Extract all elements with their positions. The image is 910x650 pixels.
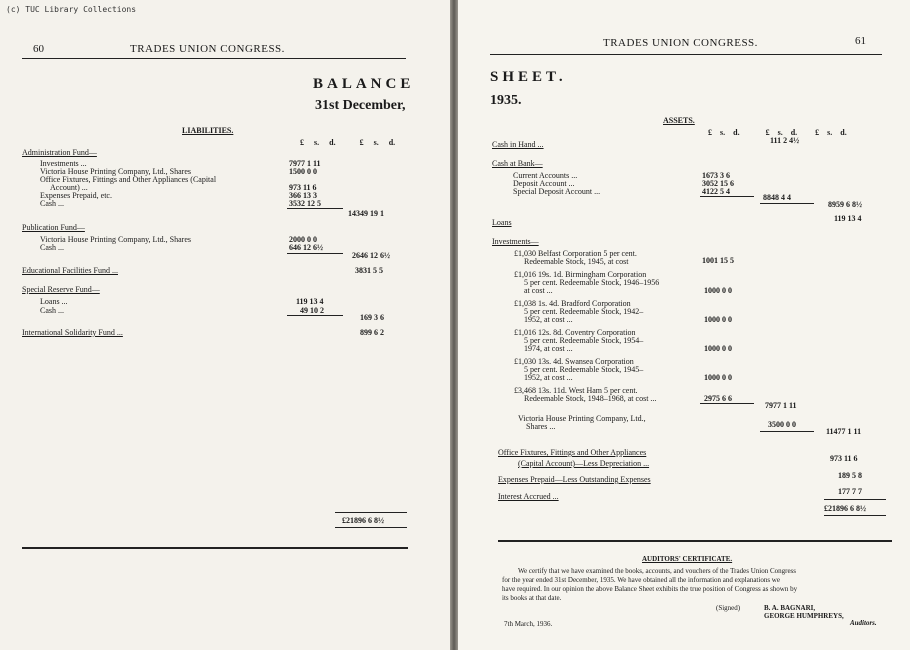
auditors-body: its books at that date.: [502, 594, 562, 602]
bank-subtotal: 8848 4 4: [763, 193, 791, 202]
admin-fund-label: Administration Fund—: [22, 148, 97, 157]
expenses-prepaid-total: 189 5 8: [838, 471, 862, 480]
admin-value: 366 13 3: [289, 191, 317, 200]
special-total: 169 3 6: [360, 313, 384, 322]
year-heading: 1935.: [490, 93, 522, 108]
bank-value: 4122 5 4: [702, 187, 730, 196]
admin-line: Investments ...: [40, 159, 87, 168]
interest-accrued-total: 177 7 7: [838, 487, 862, 496]
auditor-name: GEORGE HUMPHREYS,: [764, 612, 844, 620]
investment-line: 5 per cent. Redeemable Stock, 1946–1956: [524, 278, 660, 287]
investment-value: 1000 0 0: [704, 344, 732, 353]
investment-line: at cost ...: [524, 286, 553, 295]
special-line: Loans ...: [40, 297, 68, 306]
investment-line: £1,030 Belfast Corporation 5 per cent.: [514, 249, 637, 258]
admin-line: Victoria House Printing Company, Ltd., Shares: [40, 167, 191, 176]
intl-solidarity-label: International Solidarity Fund ...: [22, 328, 123, 337]
bank-line: Deposit Account ...: [513, 179, 575, 188]
investment-line: Redeemable Stock, 1948–1968, at cost ...: [524, 394, 657, 403]
admin-value: 973 11 6: [289, 183, 317, 192]
publication-value: 646 12 6½: [289, 243, 323, 252]
office-fixtures-total: 973 11 6: [830, 454, 858, 463]
investment-line: 1952, at cost ...: [524, 373, 573, 382]
right-page: [458, 0, 910, 650]
investment-value: 1000 0 0: [704, 373, 732, 382]
assets-heading: ASSETS.: [663, 116, 695, 125]
intl-solidarity-total: 899 6 2: [360, 328, 384, 337]
col-headers-left: £ s. d. £ s. d.: [300, 138, 396, 147]
left-page: [0, 0, 450, 650]
investment-line: £1,016 12s. 8d. Coventry Corporation: [514, 328, 636, 337]
grand-total-left: £21896 6 8½: [342, 516, 384, 525]
bank-value: 1673 3 6: [702, 171, 730, 180]
investment-line: 5 per cent. Redeemable Stock, 1942–: [524, 307, 644, 316]
victoria-value: 3500 0 0: [768, 420, 796, 429]
date-heading: 31st December,: [315, 98, 406, 113]
investment-line: Redeemable Stock, 1945, at cost: [524, 257, 629, 266]
special-value: 49 10 2: [300, 306, 324, 315]
admin-line: Account) ...: [50, 183, 88, 192]
loans-total: 119 13 4: [834, 214, 862, 223]
investment-line: 1952, at cost ...: [524, 315, 573, 324]
investment-line: £1,038 1s. 4d. Bradford Corporation: [514, 299, 631, 308]
investment-value: 1000 0 0: [704, 286, 732, 295]
bank-value: 3052 15 6: [702, 179, 734, 188]
admin-line: Office Fixtures, Fittings and Other Appliances (Capital: [40, 175, 217, 184]
investments-label: Investments—: [492, 237, 539, 246]
investments-total: 11477 1 11: [826, 427, 862, 436]
interest-accrued-label: Interest Accrued ...: [498, 492, 559, 501]
bank-line: Special Deposit Account ...: [513, 187, 601, 196]
investment-line: £1,030 13s. 4d. Swansea Corporation: [514, 357, 634, 366]
office-fixtures-line: (Capital Account)—Less Depreciation ...: [518, 459, 650, 468]
page-number-right: 61: [855, 35, 866, 47]
investment-line: £1,016 19s. 1d. Birmingham Corporation: [514, 270, 647, 279]
admin-value: 7977 1 11: [289, 159, 321, 168]
liabilities-heading: LIABILITIES.: [182, 126, 234, 135]
publication-value: 2000 0 0: [289, 235, 317, 244]
cash-at-bank-label: Cash at Bank—: [492, 159, 543, 168]
victoria-line: Victoria House Printing Company, Ltd.,: [518, 414, 646, 423]
investment-line: 5 per cent. Redeemable Stock, 1954–: [524, 336, 644, 345]
investments-subtotal: 7977 1 11: [765, 401, 797, 410]
auditors-body: have required. In our opinion the above Balance Sheet exhibits the true position of Congress as shown by: [502, 585, 798, 593]
signed-label: (Signed): [716, 604, 741, 612]
sheet-title: SHEET.: [490, 69, 567, 85]
admin-line: Expenses Prepaid, etc.: [40, 191, 112, 200]
investment-value: 1000 0 0: [704, 315, 732, 324]
office-fixtures-line: Office Fixtures, Fittings and Other Appliances: [498, 448, 647, 457]
admin-total: 14349 19 1: [348, 209, 384, 218]
running-head-right: TRADES UNION CONGRESS.: [603, 37, 758, 49]
admin-line: Cash ...: [40, 199, 64, 208]
loans-label: Loans: [492, 218, 512, 227]
investment-value: 1001 15 5: [702, 256, 734, 265]
col-headers-right: £ s. d. £ s. d. £ s. d.: [708, 128, 847, 137]
page-number-left: 60: [33, 43, 44, 55]
balance-title: BALANCE: [313, 76, 415, 92]
victoria-line: Shares ...: [526, 422, 556, 431]
cash-in-hand-label: Cash in Hand ...: [492, 140, 544, 149]
auditors-heading: AUDITORS' CERTIFICATE.: [642, 555, 733, 563]
publication-line: Victoria House Printing Company, Ltd., Shares: [40, 235, 191, 244]
investment-line: 5 per cent. Redeemable Stock, 1945–: [524, 365, 644, 374]
special-line: Cash ...: [40, 306, 64, 315]
expenses-prepaid-label: Expenses Prepaid—Less Outstanding Expenses: [498, 475, 651, 484]
admin-value: 3532 12 5: [289, 199, 321, 208]
special-reserve-label: Special Reserve Fund—: [22, 285, 100, 294]
admin-value: 1500 0 0: [289, 167, 317, 176]
auditor-name: B. A. BAGNARI,: [764, 604, 816, 612]
auditors-body: We certify that we have examined the books, accounts, and vouchers of the Trades Union Congress: [518, 567, 797, 575]
publication-line: Cash ...: [40, 243, 64, 252]
cash-in-hand-value: 111 2 4½: [770, 136, 800, 145]
publication-fund-label: Publication Fund—: [22, 223, 85, 232]
educational-total: 3831 5 5: [355, 266, 383, 275]
bank-total: 8959 6 8½: [828, 200, 862, 209]
investment-value: 2975 6 6: [704, 394, 732, 403]
special-value: 119 13 4: [296, 297, 324, 306]
investment-line: 1974, at cost ...: [524, 344, 573, 353]
running-head-left: TRADES UNION CONGRESS.: [130, 43, 285, 55]
auditors-role: Auditors.: [850, 619, 877, 627]
publication-total: 2646 12 6½: [352, 251, 390, 260]
grand-total-right: £21896 6 8½: [824, 504, 866, 513]
book-gutter: [450, 0, 458, 650]
certificate-date: 7th March, 1936.: [504, 620, 553, 628]
watermark: (c) TUC Library Collections: [6, 5, 137, 14]
bank-line: Current Accounts ...: [513, 171, 578, 180]
auditors-body: for the year ended 31st December, 1935. We have obtained all the information and explanations we: [502, 576, 780, 584]
educational-fund-label: Educational Facilities Fund ...: [22, 266, 118, 275]
investment-line: £3,468 13s. 11d. West Ham 5 per cent.: [514, 386, 638, 395]
